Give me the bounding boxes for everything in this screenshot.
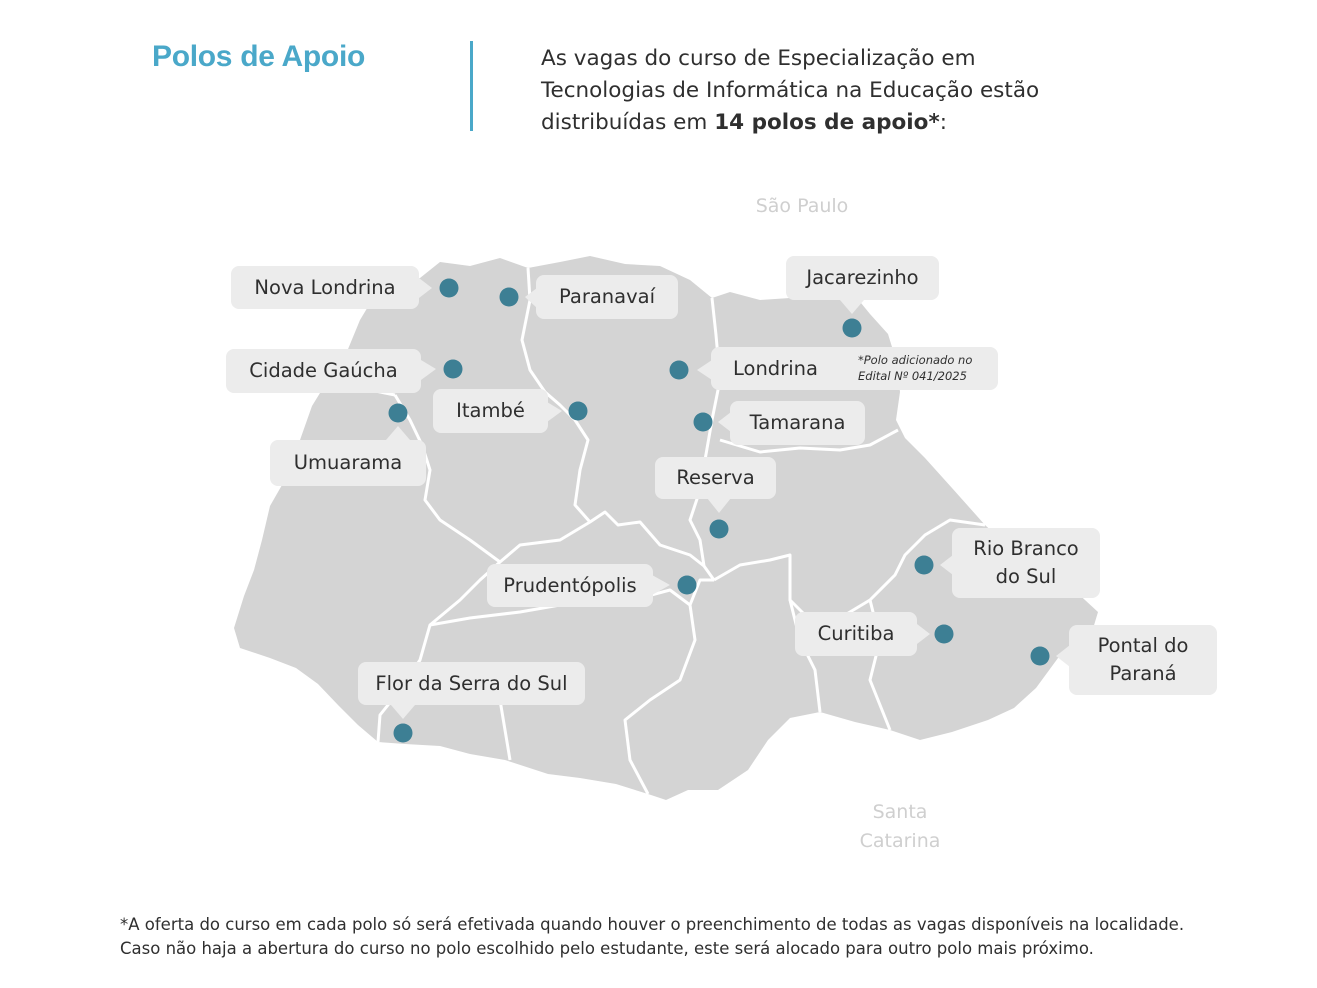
page-title: Polos de Apoio xyxy=(152,40,366,73)
intro-text-end: : xyxy=(939,110,947,135)
marker-curitiba[interactable] xyxy=(935,625,954,644)
label-nova-londrina[interactable]: Nova Londrina xyxy=(231,266,419,309)
neighbor-santa-catarina-line2: Catarina xyxy=(859,830,941,852)
label-tamarana[interactable]: Tamarana xyxy=(730,401,865,445)
londrina-note xyxy=(858,352,972,384)
marker-rio-branco-do-sul[interactable] xyxy=(915,556,934,575)
label-rio-branco-do-sul[interactable] xyxy=(952,528,1100,598)
londrina-note-line2: Edital Nº 041/2025 xyxy=(858,369,967,383)
marker-tamarana[interactable] xyxy=(694,413,713,432)
footnote-line2: Caso não haja a abertura do curso no polo escolhido pelo estudante, este será alocado para outro polo mais próximo. xyxy=(120,939,1094,958)
label-rio-branco-line1: Rio Branco xyxy=(973,537,1079,560)
marker-flor-da-serra-do-sul[interactable] xyxy=(394,724,413,743)
label-rio-branco-line2: do Sul xyxy=(995,565,1057,588)
intro-text-start: As vagas do curso de Especialização em Tecnologias de Informática na Educação estão distribuídas em xyxy=(541,46,1040,135)
label-umuarama[interactable]: Umuarama xyxy=(270,440,426,486)
label-paranavai[interactable]: Paranavaí xyxy=(536,275,678,319)
neighbor-sao-paulo: São Paulo xyxy=(755,195,849,217)
label-pontal-line1: Pontal do xyxy=(1097,634,1189,657)
marker-reserva[interactable] xyxy=(710,520,729,539)
label-curitiba[interactable]: Curitiba xyxy=(795,612,917,656)
marker-nova-londrina[interactable] xyxy=(440,279,459,298)
label-jacarezinho[interactable]: Jacarezinho xyxy=(786,256,939,300)
footnote xyxy=(120,913,1220,961)
marker-paranavai[interactable] xyxy=(500,288,519,307)
londrina-note-line1: *Polo adicionado no xyxy=(858,353,973,367)
intro-text-bold: 14 polos de apoio* xyxy=(714,110,940,135)
label-prudentopolis[interactable]: Prudentópolis xyxy=(487,564,653,607)
marker-londrina[interactable] xyxy=(670,361,689,380)
marker-prudentopolis[interactable] xyxy=(678,576,697,595)
neighbor-santa-catarina xyxy=(840,798,960,856)
label-itambe[interactable]: Itambé xyxy=(433,389,548,433)
label-pontal-line2: Paraná xyxy=(1109,662,1177,685)
label-pontal-do-parana[interactable] xyxy=(1069,625,1217,695)
label-cidade-gaucha[interactable]: Cidade Gaúcha xyxy=(226,349,421,393)
marker-pontal-do-parana[interactable] xyxy=(1031,647,1050,666)
marker-itambe[interactable] xyxy=(569,402,588,421)
footnote-line1: *A oferta do curso em cada polo só será efetivada quando houver o preenchimento de todas as vagas disponíveis na localidade. xyxy=(120,915,1185,934)
label-londrina-name: Londrina xyxy=(733,356,818,380)
marker-umuarama[interactable] xyxy=(389,404,408,423)
label-reserva[interactable]: Reserva xyxy=(655,457,776,499)
marker-jacarezinho[interactable] xyxy=(843,319,862,338)
neighbor-santa-catarina-line1: Santa xyxy=(872,801,928,823)
marker-cidade-gaucha[interactable] xyxy=(444,360,463,379)
label-flor-da-serra-do-sul[interactable]: Flor da Serra do Sul xyxy=(358,662,585,705)
